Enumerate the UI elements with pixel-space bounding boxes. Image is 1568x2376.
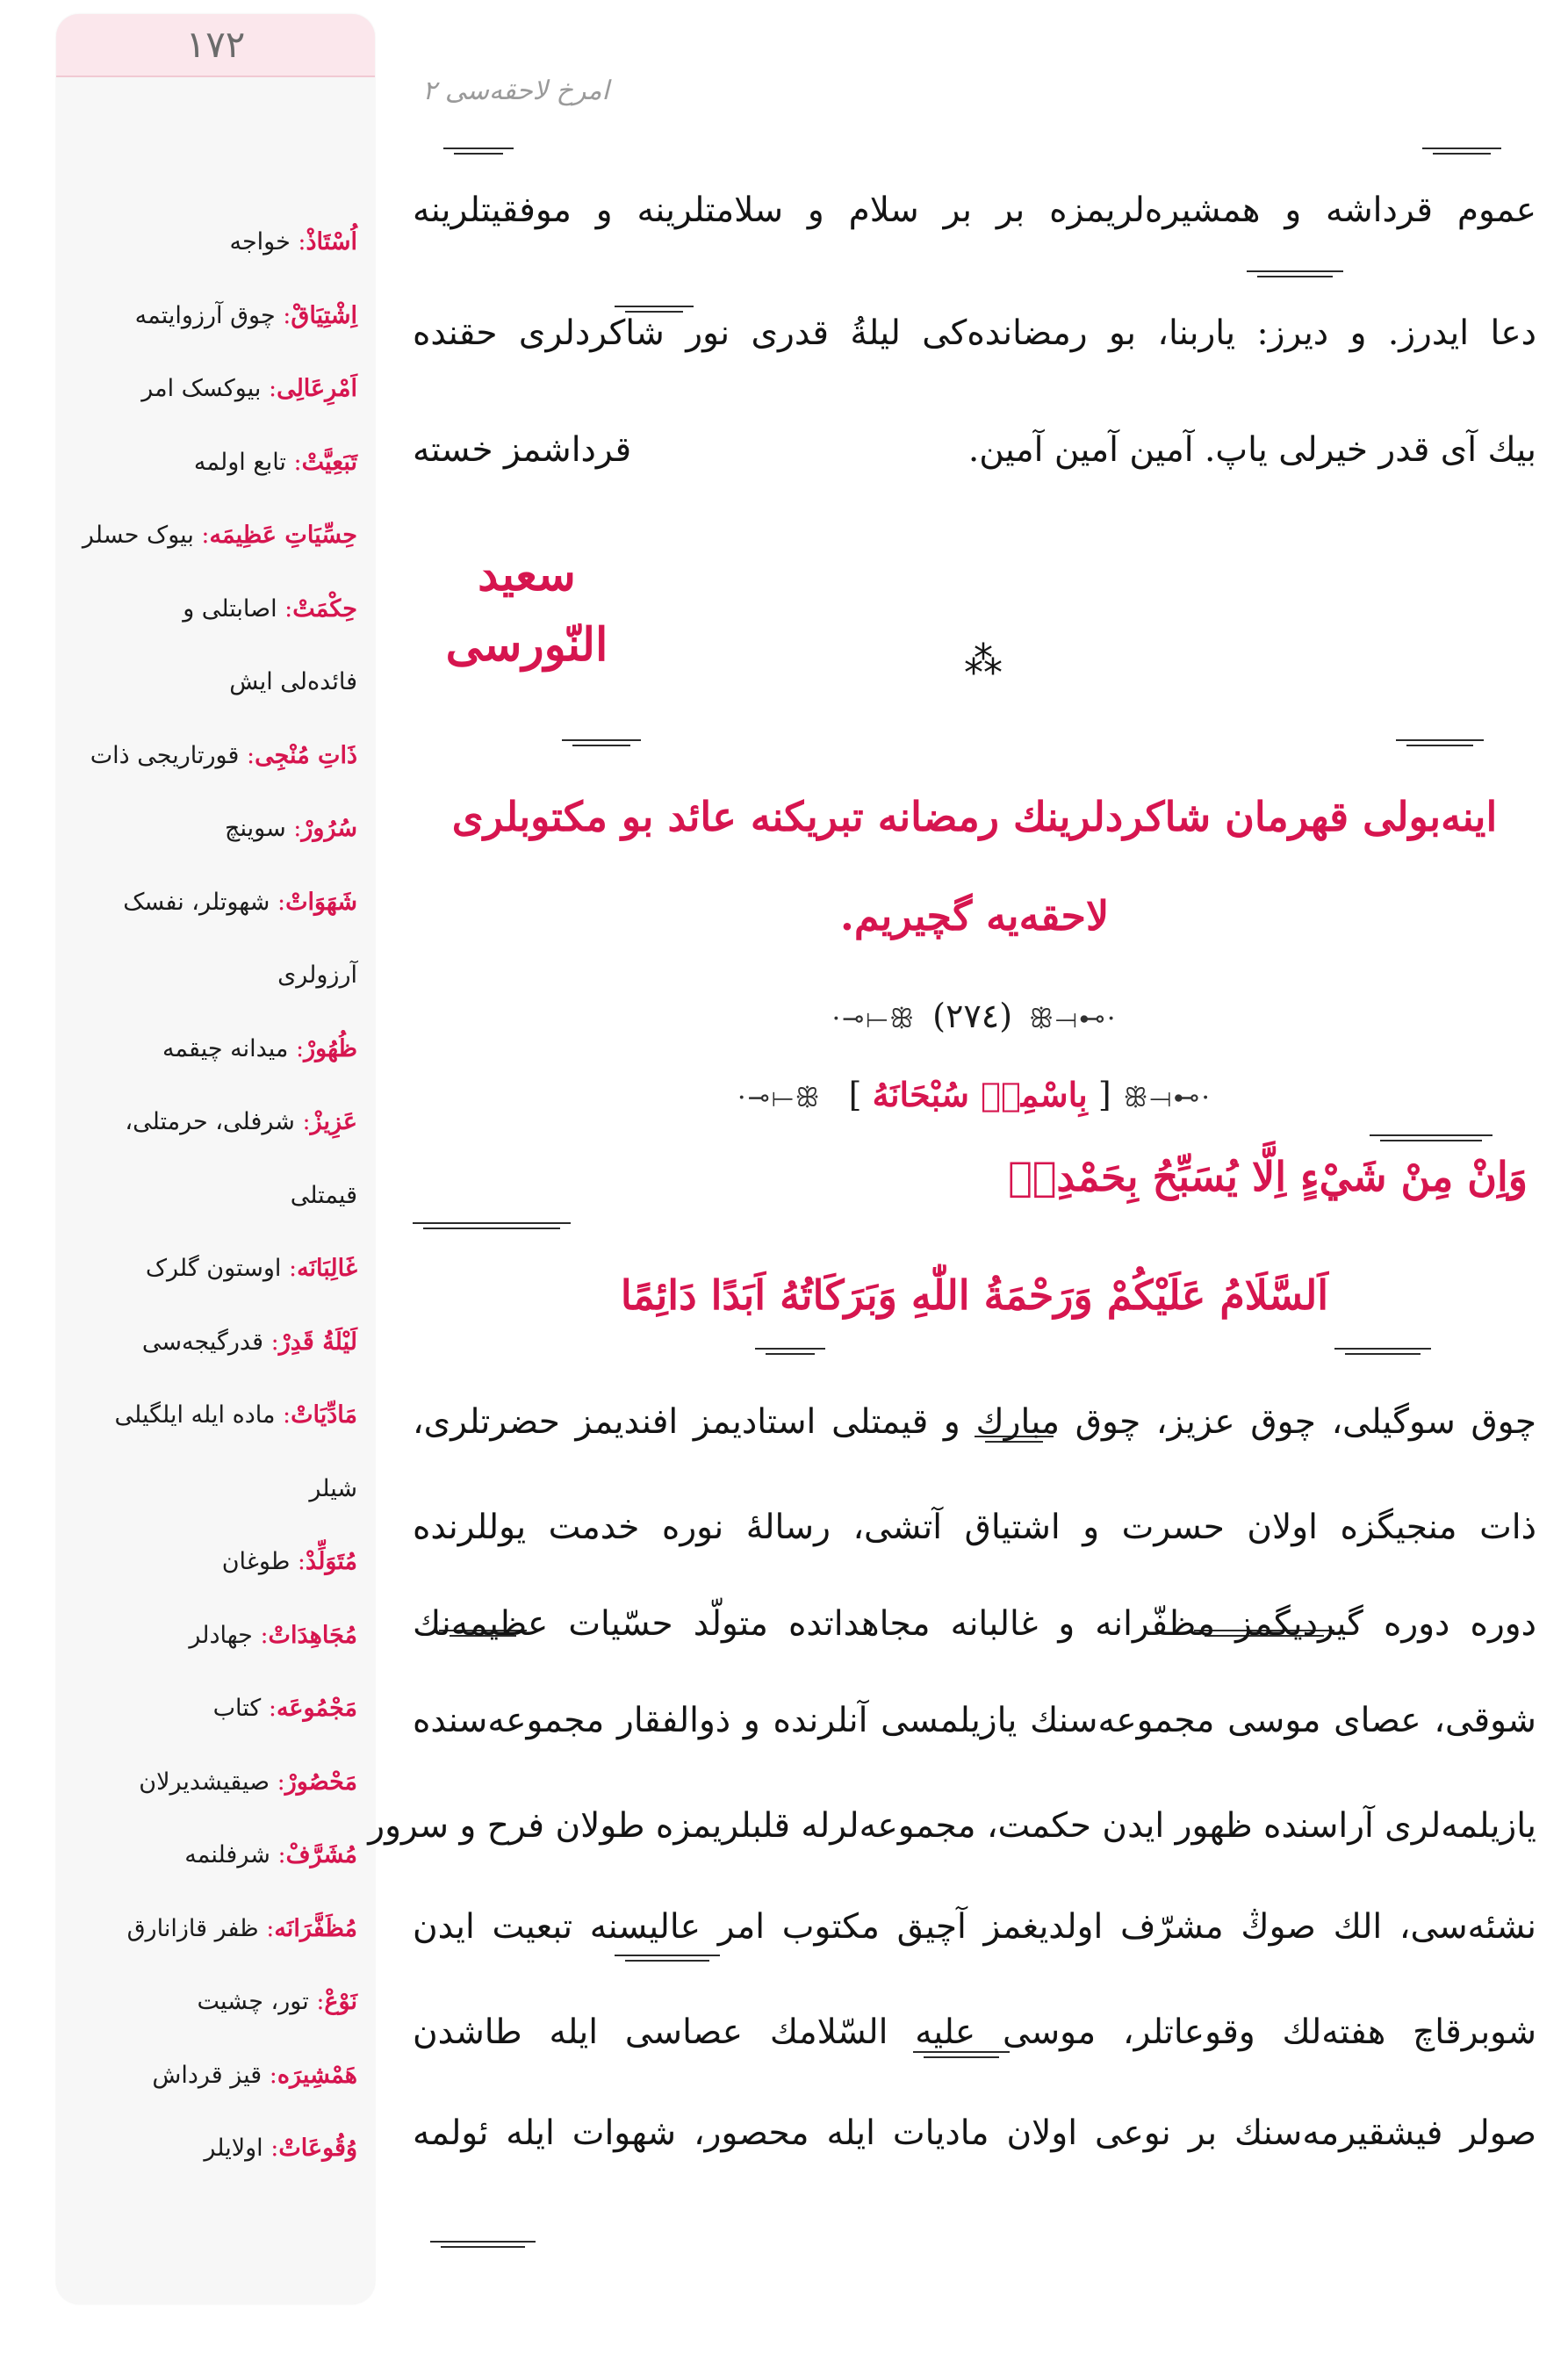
- glossary-colon: :: [290, 1548, 306, 1575]
- glossary-definition: اوستون گلرک: [145, 1255, 282, 1282]
- glossary-colon: :: [239, 741, 255, 769]
- glossary-term: هَمْشِيرَه: [277, 2061, 357, 2089]
- glossary-definition: ماده ایله ایلگیلی: [114, 1401, 276, 1429]
- glossary-colon: :: [277, 594, 293, 623]
- decorative-stroke: [443, 148, 514, 149]
- ornament-left-icon: ·⊸⟝ꕥ: [737, 1083, 822, 1113]
- glossary-term: اَمْرِعَالِى: [277, 375, 357, 402]
- quran-verse: وَاِنْ مِنْ شَيْءٍ اِلَّا يُسَبِّحُ بِحَمْدِهٖ: [1008, 1153, 1528, 1200]
- glossary-term: تَبَعِيَّتْ: [301, 448, 357, 476]
- glossary-colon: :: [281, 1255, 298, 1282]
- glossary-definition: شرفلی، حرمتلی،: [125, 1108, 295, 1135]
- glossary-definition: کتاب: [212, 1695, 262, 1722]
- ornament-right-icon: ꕥ⟞⊷·: [1123, 1083, 1212, 1113]
- intro-line: دعا ایدرز. و دیرز: یاربنا، بو رمضانده‌کی لیلةُ قدری نور شاکردلری حقنده: [413, 313, 1536, 353]
- glossary-entry: [72, 1672, 357, 1746]
- glossary-term: عَزِيزْ: [310, 1108, 357, 1135]
- glossary-colon: :: [263, 1328, 279, 1356]
- glossary-definition: بیوکسک امر: [141, 375, 262, 402]
- glossary-definition: ظفر قازانارق: [126, 1914, 259, 1942]
- glossary-term: مَحْصُورْ: [284, 1768, 357, 1796]
- glossary-definition: قیمتلی: [290, 1181, 357, 1209]
- glossary-entry: [72, 1306, 357, 1379]
- glossary-entry: [72, 1965, 357, 2039]
- decorative-stroke: [755, 1348, 825, 1350]
- glossary-term: مُتَوَلِّدْ: [306, 1548, 357, 1575]
- glossary-entry: [72, 939, 357, 1012]
- basmala-ornament: [702, 1069, 1247, 1120]
- glossary-entry: [72, 719, 357, 793]
- glossary-definition: میدانه چیقمه: [162, 1034, 289, 1062]
- glossary-term: لَيْلَةُ قَدِرْ: [278, 1328, 357, 1356]
- glossary-definition: تور، چشیت: [197, 1988, 309, 2015]
- glossary-definition: سوینچ: [225, 815, 286, 842]
- decorative-stroke: [1396, 739, 1484, 741]
- glossary-entry: [72, 1746, 357, 1819]
- running-header: امرخ لاحقه‌سی ۲: [422, 76, 609, 106]
- glossary-entry: [72, 645, 357, 719]
- section-title-line-2: لاحقه‌یه گچیریم.: [839, 892, 1110, 940]
- glossary-entry: [72, 1525, 357, 1599]
- glossary-term: وُقُوعَاتْ: [278, 2135, 357, 2162]
- glossary-colon: :: [193, 522, 210, 549]
- glossary-entry: [72, 2112, 357, 2185]
- glossary-term: اُسْتَاذْ: [306, 228, 357, 256]
- glossary-sidebar: [56, 14, 375, 2304]
- glossary-definition: قدرگیجه‌سی: [141, 1328, 263, 1356]
- glossary-colon: :: [261, 1695, 277, 1722]
- decorative-stroke: [1247, 270, 1343, 272]
- glossary-term: ذَاتِ مُنْجِى: [255, 741, 357, 769]
- glossary-definition: طوغان: [221, 1548, 291, 1575]
- glossary-term: نَوْعْ: [324, 1988, 357, 2015]
- glossary-list: [72, 205, 357, 2185]
- glossary-definition: اولایلر: [204, 2135, 263, 2162]
- glossary-definition: جهادلر: [189, 1621, 253, 1649]
- intro-line-split: [413, 420, 1536, 481]
- glossary-colon: :: [270, 1768, 285, 1796]
- body-line: یازیلمه‌لری آراسنده ظهور ایدن حکمت، مجموعه‌لرله قلبلریمزه طولان فرح و سرور: [368, 1806, 1536, 1846]
- glossary-entry: [72, 1085, 357, 1159]
- intro-sick-brother: قرداشمز خسته: [413, 430, 632, 470]
- glossary-term: مُجَاهِدَاتْ: [268, 1621, 357, 1649]
- intro-amen: بیك آی قدر خیرلی یاپ. آمین آمین آمین.: [967, 430, 1536, 470]
- glossary-entry: [72, 1159, 357, 1233]
- decorative-stroke: [1334, 1348, 1431, 1350]
- glossary-definition: شرفلنمه: [184, 1841, 270, 1868]
- glossary-term: غَالِبَانَه: [297, 1255, 357, 1282]
- body-line: شوبرقاچ هفته‌لك وقوعاتلر، موسی علیه السّلامك عصاسی ایله طاشدن: [413, 2012, 1536, 2052]
- glossary-entry: [72, 1232, 357, 1306]
- glossary-entry: [72, 866, 357, 940]
- glossary-definition: خواجه: [229, 228, 291, 256]
- salutation: اَلسَّلَامُ عَلَيْكُمْ وَرَحْمَةُ اللّٰهِ وَبَرَكَاتُهُ اَبَدًا دَائِمًا: [620, 1271, 1329, 1319]
- ornament-left-icon: ·⊸⟝ꕥ: [831, 1004, 917, 1034]
- decorative-stroke: [1422, 148, 1501, 149]
- glossary-colon: :: [258, 1914, 275, 1942]
- glossary-definition: شیلر: [309, 1474, 357, 1502]
- glossary-term: اِشْتِيَاقْ: [291, 301, 357, 329]
- glossary-definition: فائده‌لی ایش: [229, 668, 357, 695]
- glossary-definition: آرزولری: [277, 961, 357, 989]
- glossary-term: حِسِّيَاتِ عَظِيمَه: [209, 522, 357, 549]
- basmala-text: بِاسْمِهٖ سُبْحَانَهُ: [872, 1075, 1088, 1114]
- signature: سعید النّورسی: [445, 548, 608, 672]
- glossary-entry: [72, 1818, 357, 1892]
- decorative-stroke: [430, 2241, 536, 2243]
- glossary-colon: :: [294, 1108, 311, 1135]
- glossary-term: ظُهُورْ: [304, 1034, 357, 1062]
- glossary-colon: :: [290, 228, 306, 256]
- glossary-colon: :: [275, 301, 291, 329]
- decorative-stroke: [413, 1222, 571, 1224]
- glossary-colon: :: [252, 1621, 269, 1649]
- section-divider-mark: ⁂: [964, 638, 1003, 683]
- glossary-term: مُظَفَّرَانَه: [274, 1914, 357, 1942]
- decorative-stroke: [1370, 1134, 1492, 1136]
- glossary-definition: قیز قرداش: [152, 2061, 263, 2089]
- glossary-colon: :: [275, 1401, 291, 1429]
- glossary-entry: [72, 426, 357, 500]
- glossary-definition: شهوتلر، نفسک: [123, 888, 270, 916]
- glossary-term: مَجْمُوعَه: [276, 1695, 357, 1722]
- body-line: ذات منجیگزه اولان حسرت و اشتیاق آتشی، رسالهٔ نوره خدمت یوللرنده: [413, 1508, 1536, 1547]
- glossary-colon: :: [262, 2061, 277, 2089]
- body-line: نشئه‌سی، الك صوڭ مشرّف اولدیغمز آچیق مکتوب امر عالیسنه تبعیت ایدن: [413, 1907, 1536, 1947]
- page-number: ١٧٢: [56, 14, 375, 77]
- glossary-entry: [72, 1452, 357, 1526]
- body-line: دوره دوره گیردیگمز مظفّرانه و غالبانه مجاهداتده متولّد حسّیات عظیمه‌نك: [413, 1604, 1536, 1644]
- glossary-colon: :: [263, 2135, 279, 2162]
- ornament-right-icon: ꕥ⟞⊷·: [1029, 1004, 1118, 1034]
- glossary-term: حِكْمَتْ: [292, 594, 357, 623]
- body-line: شوقی، عصای موسی مجموعه‌سنك یازیلمسی آنلرنده و ذوالفقار مجموعه‌سنده: [413, 1701, 1536, 1740]
- glossary-term: مَادِّيَاتْ: [291, 1401, 357, 1429]
- glossary-entry: [72, 1012, 357, 1086]
- body-line: چوق سوگیلی، چوق عزیز، چوق مبارك و قیمتلی استادیمز افندیمز حضرتلری،: [413, 1402, 1536, 1442]
- glossary-colon: :: [308, 1988, 325, 2015]
- glossary-colon: :: [285, 815, 302, 842]
- glossary-colon: :: [285, 448, 302, 476]
- glossary-entry: [72, 499, 357, 572]
- letter-number: (٢٧٤): [932, 997, 1013, 1035]
- section-title-line-1: اینه‌بولی قهرمان شاکردلرینك رمضانه تبریکنه عائد بو مکتوبلری: [451, 793, 1498, 840]
- glossary-definition: اصابتلی و: [183, 594, 277, 623]
- glossary-colon: :: [270, 888, 286, 916]
- basmala-bracket: ]: [848, 1076, 862, 1114]
- glossary-colon: :: [261, 375, 277, 402]
- glossary-term: سُرُورْ: [301, 815, 357, 842]
- intro-line: عموم قرداشه و همشیره‌لریمزه بر بر سلام و سلامتلرینه و موفقیتلرینه: [413, 191, 1536, 230]
- glossary-entry: [72, 572, 357, 646]
- body-line: صولر فیشقیرمه‌سنك بر نوعی اولان مادیات ایله محصور، شهوات ایله ئولمه: [413, 2113, 1536, 2153]
- glossary-entry: [72, 2039, 357, 2113]
- glossary-colon: :: [270, 1841, 286, 1868]
- basmala: [838, 1076, 1111, 1114]
- glossary-definition: قورتاریجی ذات: [90, 741, 240, 769]
- letter-number-ornament: [702, 990, 1247, 1041]
- glossary-entry: [72, 1379, 357, 1452]
- glossary-entry: [72, 205, 357, 279]
- glossary-entry: [72, 1892, 357, 1966]
- glossary-definition: صیقیشدیرلان: [139, 1768, 270, 1796]
- glossary-definition: تابع اولمه: [193, 448, 286, 476]
- decorative-stroke: [562, 739, 641, 741]
- glossary-entry: [72, 1599, 357, 1673]
- glossary-term: شَهَوَاتْ: [285, 888, 357, 916]
- glossary-colon: :: [288, 1034, 305, 1062]
- glossary-definition: چوق آرزوایتمه: [134, 301, 276, 329]
- glossary-entry: [72, 792, 357, 866]
- glossary-term: مُشَرَّفْ: [285, 1841, 357, 1868]
- glossary-definition: بیوک حسلر: [82, 522, 194, 549]
- glossary-entry: [72, 352, 357, 426]
- glossary-entry: [72, 279, 357, 353]
- basmala-bracket: [: [1097, 1076, 1111, 1114]
